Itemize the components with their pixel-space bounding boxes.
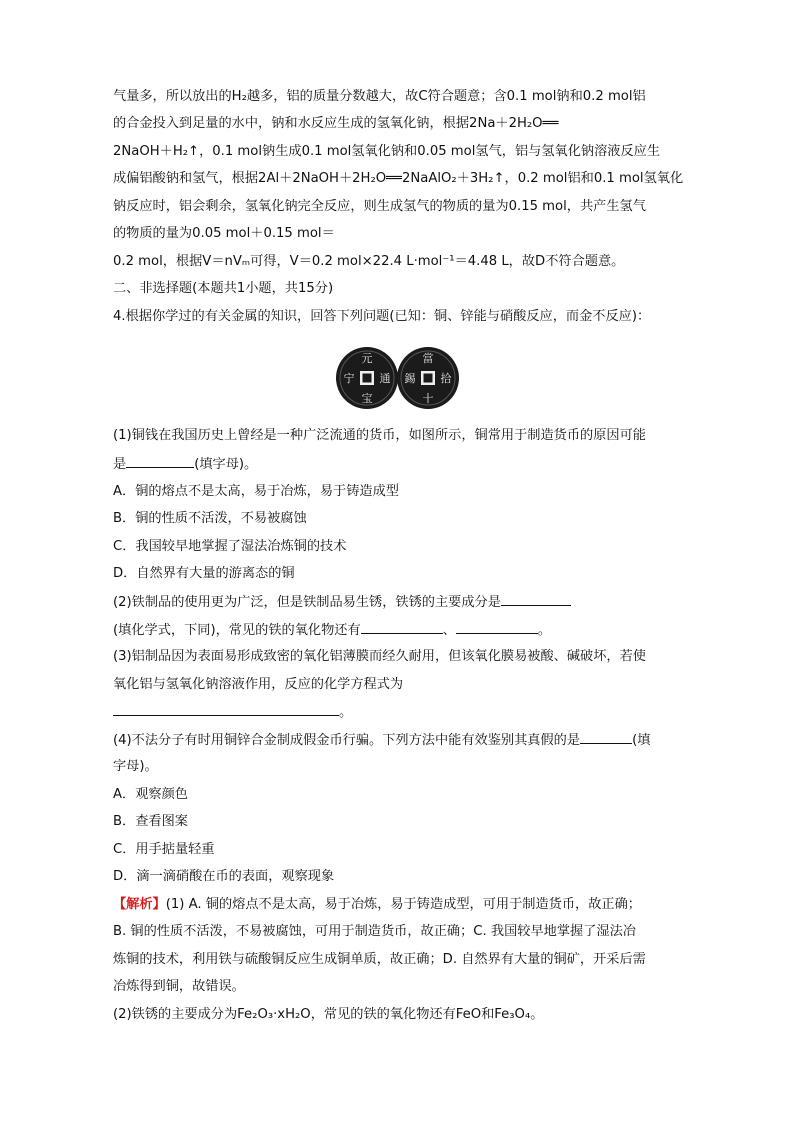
option-A: A．铜的熔点不是太高，易于冶炼，易于铸造成型 — [113, 484, 399, 499]
question-3-text: (3)铝制品因为表面易形成致密的氧化铝薄膜而经久耐用，但该氧化膜易被酸、碱破坏，若使 — [113, 649, 646, 664]
text-line: 的物质的量为0.05 mol＋0.15 mol＝ — [113, 226, 335, 241]
answer-blank — [456, 621, 538, 634]
coin-left-top: 元 — [361, 352, 373, 365]
answer-blank — [361, 621, 443, 634]
answer-blank — [501, 593, 571, 606]
analysis-line: 冶炼得到铜，故错误。 — [113, 979, 245, 994]
section-heading: 二、非选择题(本题共1小题，共15分) — [113, 281, 334, 296]
coin-right-left: 錫 — [404, 372, 416, 385]
option-A: A．观察颜色 — [113, 787, 188, 802]
question-2-answer-line: (填化学式，下同)，常见的铁的氧化物还有 、 。 — [113, 623, 552, 638]
coin-right-bottom: 十 — [422, 392, 434, 405]
question-4-text: (4)不法分子有时用铜锌合金制成假金币行骗。下列方法中能有效鉴别其真假的是 (填 — [113, 733, 651, 748]
text-line: 的合金投入到足量的水中，钠和水反应生成的氢氧化钠，根据2Na＋2H₂O══ — [113, 116, 559, 131]
question-4-text: 字母)。 — [113, 759, 158, 774]
analysis-line: 【解析】(1) A. 铜的熔点不是太高，易于冶炼，易于铸造成型，可用于制造货币，故正确； — [113, 897, 641, 912]
text-line: 气量多，所以放出的H₂越多，铝的质量分数越大，故C符合题意；含0.1 mol钠和0.2 mol铝 — [113, 89, 646, 104]
question-1-answer-line: 是 (填字母)。 — [113, 457, 258, 472]
option-C: C．我国较早地掌握了湿法冶炼铜的技术 — [113, 539, 347, 554]
option-D: D．滴一滴硝酸在币的表面，观察现象 — [113, 869, 335, 884]
analysis-line: B. 铜的性质不活泼，不易被腐蚀，可用于制造货币，故正确；C. 我国较早地掌握了湿法冶 — [113, 924, 636, 939]
coin-left-left: 宁 — [343, 372, 355, 385]
analysis-tag: 【解析】 — [113, 897, 166, 912]
text-line: 钠反应时，铝会剩余，氢氧化钠完全反应，则生成氢气的物质的量为0.15 mol，共产生氢气 — [113, 199, 646, 214]
question-2-text: (2)铁制品的使用更为广泛，但是铁制品易生锈，铁锈的主要成分是 — [113, 593, 571, 612]
answer-blank — [126, 455, 194, 468]
coin-right-top: 當 — [422, 352, 434, 365]
text-line: 成偏铝酸钠和氢气，根据2Al＋2NaOH＋2H₂O══2NaAlO₂＋3H₂↑，0.2 mol铝和0.1 mol氢氧化 — [113, 171, 684, 186]
coin-left-bottom: 宝 — [361, 392, 373, 405]
option-B: B．铜的性质不活泼，不易被腐蚀 — [113, 511, 307, 526]
copper-coins-image — [336, 346, 460, 410]
question-4-stem: 4.根据你学过的有关金属的知识，回答下列问题(已知：铜、锌能与硝酸反应，而金不反应)： — [113, 309, 651, 324]
question-3-text: 氧化铝与氢氧化钠溶液作用，反应的化学方程式为 — [113, 677, 404, 692]
analysis-line: (2)铁锈的主要成分为Fe₂O₃·xH₂O，常见的铁的氧化物还有FeO和Fe₃O₄。 — [113, 1007, 544, 1022]
coin-right-right: 拾 — [440, 372, 452, 385]
analysis-line: 炼铜的技术，利用铁与硫酸铜反应生成铜单质，故正确；D. 自然界有大量的铜矿，开采后需 — [113, 952, 646, 967]
question-1-text: (1)铜钱在我国历史上曾经是一种广泛流通的货币，如图所示，铜常用于制造货币的原因可能 — [113, 428, 646, 443]
option-B: B．查看图案 — [113, 814, 188, 829]
answer-blank — [113, 703, 339, 716]
text-line: 0.2 mol，根据V＝nVₘ可得，V＝0.2 mol×22.4 L·mol⁻¹＝4.48 L，故D不符合题意。 — [113, 254, 625, 269]
coin-left-right: 通 — [379, 372, 391, 385]
option-C: C．用手掂量轻重 — [113, 842, 215, 857]
option-D: D．自然界有大量的游离态的铜 — [113, 566, 295, 581]
question-3-answer-line: 。 — [113, 703, 352, 722]
text-line: 2NaOH＋H₂↑，0.1 mol钠生成0.1 mol氢氧化钠和0.05 mol氢气，铝与氢氧化钠溶液反应生 — [113, 144, 661, 159]
answer-blank — [580, 731, 632, 744]
